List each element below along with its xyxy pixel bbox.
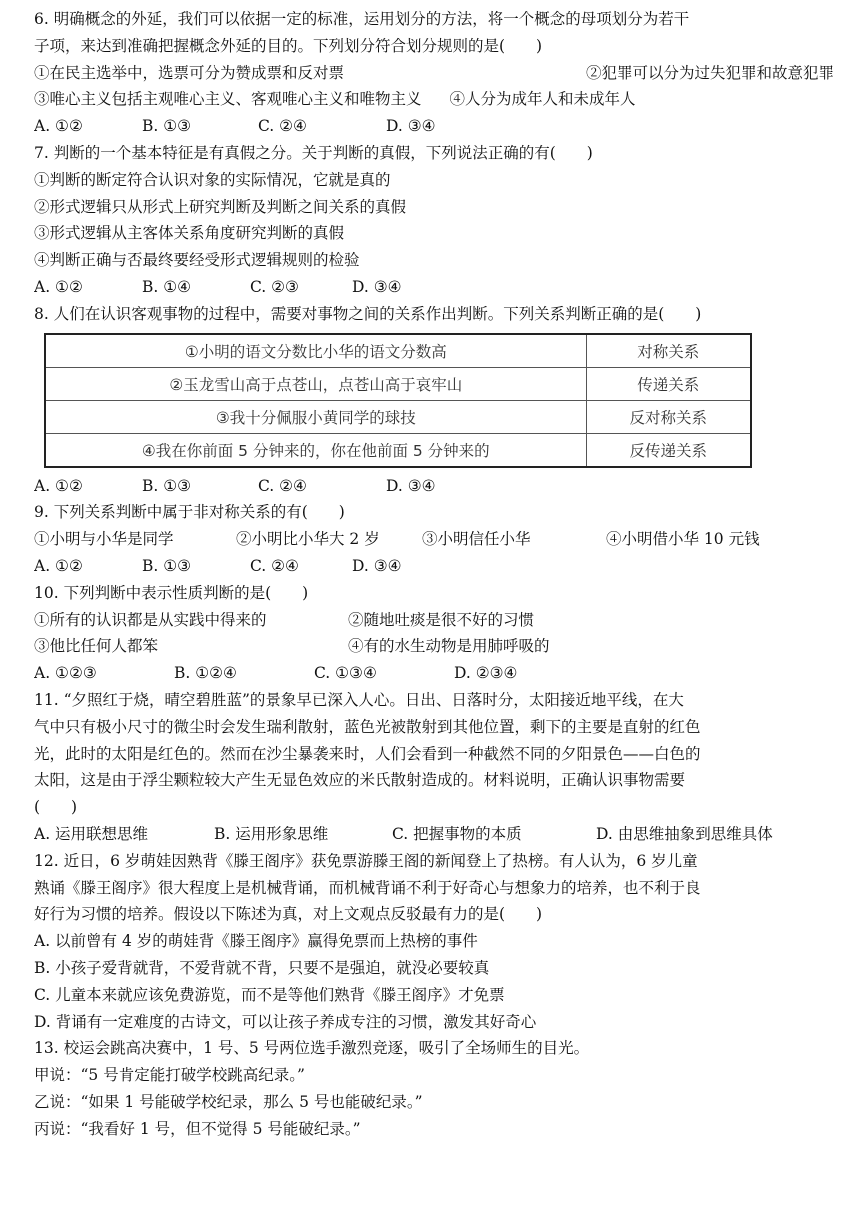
q13-statement-bing: 丙说：“我看好 1 号，但不觉得 5 号能破纪录。” — [34, 1119, 361, 1138]
q12-option-c[interactable]: C. 儿童本来就应该免费游览，而不是等他们熟背《滕王阁序》才免票 — [34, 985, 505, 1004]
q11-text-line-3: 光，此时的太阳是红色的。然而在沙尘暴袭来时，人们会看到一种截然不同的夕阳景色——白色的 — [34, 744, 701, 763]
q7-stem: 7. 判断的一个基本特征是有真假之分。关于判断的真假，下列说法正确的有( ) — [34, 143, 593, 162]
table-cell-relation: 对称关系 — [586, 334, 751, 368]
q6-option-b[interactable]: B. ①③ — [142, 117, 192, 136]
exam-page — [34, 6, 834, 1142]
q10-stem: 10. 下列判断中表示性质判断的是( ) — [34, 583, 309, 602]
q10-items-row-1 — [34, 607, 834, 634]
q11-text-line-2: 气中只有极小尺寸的微尘时会发生瑞利散射，蓝色光被散射到其他位置，剩下的主要是直射的红色 — [34, 717, 701, 736]
q7-item-4: ④判断正确与否最终要经受形式逻辑规则的检验 — [34, 251, 360, 270]
q10-option-b[interactable]: B. ①②④ — [174, 664, 237, 683]
q8-option-c[interactable]: C. ②④ — [258, 476, 307, 495]
q11-options — [34, 821, 834, 848]
q12-text-line-2: 熟诵《滕王阁序》很大程度上是机械背诵，而机械背诵不利于好奇心与想象力的培养，也不利于良 — [34, 878, 701, 897]
q11-option-a[interactable]: A. 运用联想思维 — [34, 824, 149, 843]
q6-item-2: ②犯罪可以分为过失犯罪和故意犯罪 — [585, 63, 834, 82]
q11-option-d[interactable]: D. 由思维抽象到思维具体 — [596, 824, 773, 843]
q10-option-d[interactable]: D. ②③④ — [454, 664, 518, 683]
q11-text-line-4: 太阳，这是由于浮尘颗粒较大产生无显色效应的米氏散射造成的。材料说明，正确认识事物需要 — [34, 771, 686, 790]
q9-item-2: ②小明比小华大 2 岁 — [236, 530, 380, 549]
q7-item-2: ②形式逻辑只从形式上研究判断及判断之间关系的真假 — [34, 197, 407, 216]
q7-option-a[interactable]: A. ①② — [34, 277, 83, 296]
q7-option-c[interactable]: C. ②③ — [250, 277, 299, 296]
q7-option-d[interactable]: D. ③④ — [352, 277, 402, 296]
q8-relation-table — [44, 333, 834, 468]
q9-option-d[interactable]: D. ③④ — [352, 556, 402, 575]
q12-option-d[interactable]: D. 背诵有一定难度的古诗文，可以让孩子养成专注的习惯，激发其好奇心 — [34, 1012, 537, 1031]
q11-option-c[interactable]: C. 把握事物的本质 — [392, 824, 522, 843]
q6-item-3: ③唯心主义包括主观唯心主义、客观唯心主义和唯物主义 — [34, 90, 422, 109]
table-row — [45, 334, 751, 368]
table-row — [45, 433, 751, 467]
q9-item-3: ③小明信任小华 — [422, 530, 531, 549]
q10-option-c[interactable]: C. ①③④ — [314, 664, 377, 683]
q11-answer-blank: ( ) — [34, 798, 78, 817]
q12-option-a[interactable]: A. 以前曾有 4 岁的萌娃背《滕王阁序》赢得免票而上热榜的事件 — [34, 932, 478, 951]
q12-text-line-3: 好行为习惯的培养。假设以下陈述为真，对上文观点反驳最有力的是( ) — [34, 905, 543, 924]
q9-item-4: ④小明借小华 10 元钱 — [606, 530, 760, 549]
q6-item-1: ①在民主选举中，选票可分为赞成票和反对票 — [34, 63, 345, 82]
q13-stem: 13. 校运会跳高决赛中，1 号、5 号两位选手激烈竞逐，吸引了全场师生的目光。 — [34, 1039, 590, 1058]
q6-stem-line-1: 6. 明确概念的外延，我们可以依据一定的标准，运用划分的方法，将一个概念的母项划分为若干 — [34, 10, 690, 28]
q9-item-1: ①小明与小华是同学 — [34, 530, 174, 549]
q10-option-a[interactable]: A. ①②③ — [34, 664, 97, 683]
q6-item-4: ④人分为成年人和未成年人 — [449, 90, 636, 109]
q12-option-b[interactable]: B. 小孩子爱背就背，不爱背就不背，只要不是强迫，就没必要较真 — [34, 958, 490, 977]
q7-options — [34, 274, 834, 301]
q13-statement-yi: 乙说：“如果 1 号能破学校纪录，那么 5 号也能破纪录。” — [34, 1092, 423, 1111]
q8-stem: 8. 人们在认识客观事物的过程中，需要对事物之间的关系作出判断。下列关系判断正确的是( ) — [34, 304, 702, 323]
q9-items — [34, 526, 834, 553]
q8-options — [34, 473, 834, 500]
q7-item-3: ③形式逻辑从主客体关系角度研究判断的真假 — [34, 224, 345, 243]
table-cell-statement: ①小明的语文分数比小华的语文分数高 — [45, 334, 586, 368]
table-cell-statement: ④我在你前面 5 分钟来的，你在他前面 5 分钟来的 — [45, 433, 586, 467]
table-cell-statement: ②玉龙雪山高于点苍山，点苍山高于哀牢山 — [45, 367, 586, 400]
q12-text-line-1: 12. 近日，6 岁萌娃因熟背《滕王阁序》获免票游滕王阁的新闻登上了热榜。有人认为，6 岁儿童 — [34, 851, 698, 870]
q6-option-c[interactable]: C. ②④ — [258, 117, 307, 136]
q6-items-row-1 — [34, 60, 834, 87]
q10-item-4: ④有的水生动物是用肺呼吸的 — [348, 637, 550, 656]
table-cell-relation: 传递关系 — [586, 367, 751, 400]
table-row — [45, 400, 751, 433]
table-row — [45, 367, 751, 400]
q9-stem: 9. 下列关系判断中属于非对称关系的有( ) — [34, 503, 345, 522]
q6-stem-line-2: 子项，来达到准确把握概念外延的目的。下列划分符合划分规则的是( ) — [34, 36, 543, 55]
table-cell-relation: 反对称关系 — [586, 400, 751, 433]
q9-options — [34, 553, 834, 580]
q8-option-a[interactable]: A. ①② — [34, 476, 83, 495]
q10-item-3: ③他比任何人都笨 — [34, 637, 159, 656]
q7-item-1: ①判断的断定符合认识对象的实际情况，它就是真的 — [34, 170, 391, 189]
table-cell-relation: 反传递关系 — [586, 433, 751, 467]
q13-statement-jia: 甲说：“5 号肯定能打破学校跳高纪录。” — [34, 1066, 305, 1085]
q6-option-d[interactable]: D. ③④ — [386, 117, 436, 136]
q10-items-row-2 — [34, 633, 834, 660]
q6-options — [34, 113, 834, 140]
q6-items-row-2 — [34, 86, 834, 113]
q11-option-b[interactable]: B. 运用形象思维 — [214, 824, 329, 843]
q11-text-line-1: 11. “夕照红于烧，晴空碧胜蓝”的景象早已深入人心。日出、日落时分，太阳接近地平线，在大 — [34, 690, 684, 709]
q10-options — [34, 660, 834, 687]
q10-item-2: ②随地吐痰是很不好的习惯 — [348, 610, 535, 629]
q7-option-b[interactable]: B. ①④ — [142, 277, 192, 296]
q6-option-a[interactable]: A. ①② — [34, 117, 83, 136]
q9-option-c[interactable]: C. ②④ — [250, 556, 299, 575]
q9-option-b[interactable]: B. ①③ — [142, 556, 192, 575]
table-cell-statement: ③我十分佩服小黄同学的球技 — [45, 400, 586, 433]
q9-option-a[interactable]: A. ①② — [34, 556, 83, 575]
q8-option-b[interactable]: B. ①③ — [142, 476, 192, 495]
q8-option-d[interactable]: D. ③④ — [386, 476, 436, 495]
q10-item-1: ①所有的认识都是从实践中得来的 — [34, 610, 267, 629]
